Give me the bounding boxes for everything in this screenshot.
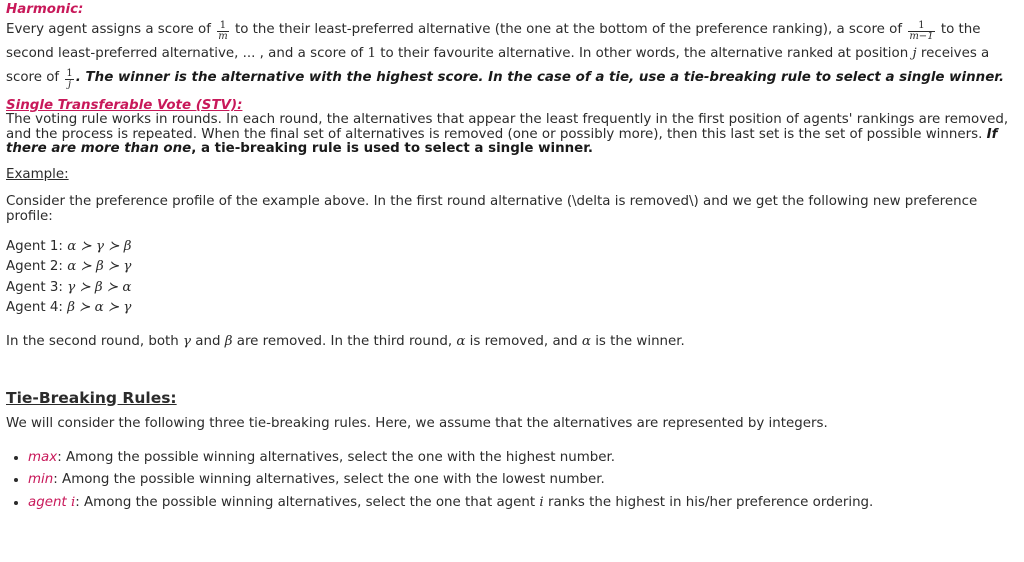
harmonic-text-4: to their favourite alternative. In other words, the alternative ranked at position	[376, 46, 913, 61]
tie-breaking-intro: We will consider the following three tie-breaking rules. Here, we assume that the alternatives are represented by integers.	[6, 415, 828, 431]
fraction-numerator: 1	[217, 21, 228, 32]
math-alpha: α	[456, 333, 466, 349]
fraction-denominator: m−1	[909, 31, 934, 42]
harmonic-text-5: receives a score of	[6, 46, 990, 85]
agent-preference-list	[6, 237, 1014, 319]
rule-label-agent: agent	[28, 494, 71, 510]
list-item	[28, 447, 1014, 470]
math-beta: β	[224, 333, 233, 349]
agent-preference: α ≻ β ≻ γ	[67, 259, 132, 274]
rounds-explanation	[6, 334, 1014, 349]
harmonic-heading: Harmonic:	[6, 2, 84, 17]
agent-label: Agent 2:	[6, 259, 68, 274]
round-text-3: are removed. In the third round,	[232, 333, 457, 349]
example-text: Consider the preference profile of the example above. In the first round alternative (\delta is removed\) and we get the following new preference profile:	[6, 193, 978, 224]
agent-row	[6, 298, 1014, 319]
math-j: j	[912, 46, 917, 61]
fraction-1-over-m-minus-1	[908, 21, 934, 42]
math-gamma: γ	[183, 333, 192, 349]
list-item	[28, 469, 1014, 492]
fraction-denominator: j	[68, 79, 72, 90]
stv-emphasis-2: , a tie-breaking rule is used to select a single winner.	[191, 141, 594, 156]
rule-text: : Among the possible winning alternatives, select the one with the highest number.	[57, 449, 616, 465]
round-text-4: is removed, and	[465, 333, 582, 349]
harmonic-text-2: to the their least-preferred alternative (the one at the bottom of the preference ranking), a score of	[230, 22, 907, 37]
round-text-5: is the winner.	[590, 333, 685, 349]
fraction-denominator: m	[218, 31, 228, 42]
fraction-numerator: 1	[908, 21, 934, 32]
math-i-label: i	[70, 494, 76, 510]
math-i: i	[539, 494, 544, 510]
rule-label-max: max	[28, 449, 58, 465]
tie-breaking-list	[6, 447, 1014, 515]
math-alpha-winner: α	[581, 333, 591, 349]
agent-preference: γ ≻ β ≻ α	[67, 279, 132, 295]
fraction-1-over-m	[217, 21, 228, 42]
harmonic-paragraph	[6, 18, 1014, 90]
agent-label: Agent 4:	[6, 300, 68, 315]
harmonic-text-1: Every agent assigns a score of	[6, 22, 216, 37]
example-link[interactable]: Example:	[6, 166, 69, 182]
harmonic-text-3: to the second least-preferred alternative, ... , and a score of	[6, 22, 981, 61]
round-text-2: and	[191, 333, 225, 349]
stv-emphasis-1: If there are more than one	[6, 126, 998, 156]
tie-breaking-heading: Tie-Breaking Rules:	[6, 388, 177, 407]
agent-preference: β ≻ α ≻ γ	[67, 300, 132, 315]
agent-preference: α ≻ γ ≻ β	[67, 238, 132, 254]
round-text-1: In the second round, both	[6, 333, 184, 349]
fraction-1-over-j	[65, 69, 73, 90]
fraction-numerator: 1	[66, 68, 73, 79]
agent-label: Agent 1:	[6, 238, 68, 254]
rule-text-end: ranks the highest in his/her preference ordering.	[543, 494, 874, 510]
document-page	[6, 2, 1014, 514]
rule-label-min: min	[28, 472, 54, 487]
stv-heading: Single Transferable Vote (STV):	[6, 98, 243, 113]
agent-row	[6, 257, 1014, 278]
stv-paragraph	[6, 113, 1014, 157]
stv-text: The voting rule works in rounds. In each round, the alternatives that appear the least frequently in the first position of agents' rankings are removed, and the process is repeated. When the final set of alternatives is removed (one or possibly more), then this last set is the set of possible winners.	[6, 112, 1009, 142]
harmonic-winner-rule: . The winner is the alternative with the highest score. In the case of a tie, use a tie-breaking rule to select a single winner.	[75, 70, 1005, 85]
agent-row	[6, 278, 1014, 299]
rule-text: : Among the possible winning alternatives, select the one with the lowest number.	[53, 472, 605, 487]
math-one: 1	[367, 46, 377, 61]
rule-text: : Among the possible winning alternatives, select the one that agent	[75, 494, 540, 510]
agent-row	[6, 237, 1014, 258]
list-item	[28, 492, 1014, 515]
agent-label: Agent 3:	[6, 279, 68, 295]
